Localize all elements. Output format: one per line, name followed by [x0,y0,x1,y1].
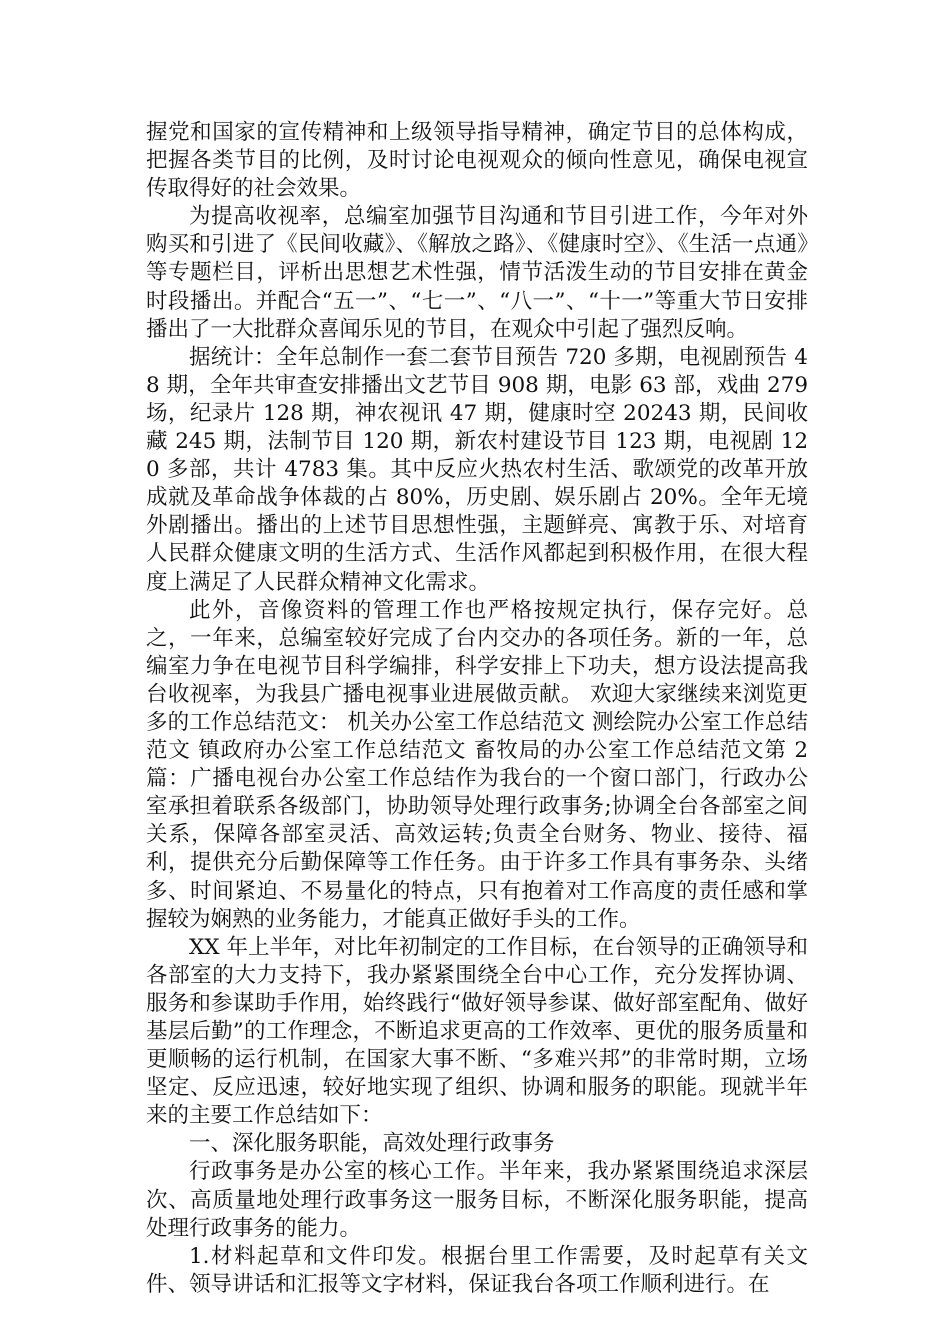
paragraph-1: 握党和国家的宣传精神和上级领导指导精神，确定节目的总体构成，把握各类节目的比例，及时讨论电视观众的倾向性意见，确保电视宣传取得好的社会效果。 [146,120,808,202]
paragraph-4: 此外，音像资料的管理工作也严格按规定执行，保存完好。总之，一年来，总编室较好完成了台内交办的各项任务。新的一年，总编室力争在电视节目科学编排，科学安排上下功夫，想方设法提高我台收视率，为我县广播电视事业进展做贡献。 欢迎大家继续来浏览更多的工作总结范文： 机关办公室工作总结范文 测绘院办公室工作总结范文 镇政府办公室工作总结范文 畜牧局的办公室工作总结范文第 2 篇：广播电视台办公室工作总结作为我台的一个窗口部门，行政办公室承担着联系各级部门，协助领导处理行政事务;协调全台各部室之间关系，保障各部室灵活、高效运转;负责全台财务、物业、接待、福利，提供充分后勤保障等工作任务。由于许多工作具有事务杂、头绪多、时间紧迫、不易量化的特点，只有抱着对工作高度的责任感和掌握较为娴熟的业务能力，才能真正做好手头的工作。 [146,597,808,932]
section-heading: 一、深化服务职能，高效处理行政事务 [189,1131,555,1157]
paragraph-3: 据统计：全年总制作一套二套节目预告 720 多期，电视剧预告 48 期，全年共审查安排播出文艺节目 908 期，电影 63 部，戏曲 279 场，纪录片 128 期，神农视讯 47 期，健康时空 20243 期，民间收藏 245 期，法制节目 120 期，新农村建设节目 123 期，电视剧 120 多部，共计 4783 集。其中反应火热农村生活、歌颂党的改革开放成就及革命战争体裁的占 80%，历史剧、娱乐剧占 20%。全年无境外剧播出。播出的上述节目思想性强，主题鲜亮、寓教于乐、对培育人民群众健康文明的生活方式、生活作风都起到积极作用，在很大程度上满足了人民群众精神文化需求。 [146,344,808,595]
paragraph-7: 行政事务是办公室的核心工作。半年来，我办紧紧围绕追求深层次、高质量地处理行政事务这一服务目标，不断深化服务职能，提高处理行政事务的能力。 [146,1159,808,1241]
document-body [146,119,808,1299]
paragraph-2: 为提高收视率，总编室加强节目沟通和节目引进工作，今年对外购买和引进了《民间收藏》、《解放之路》、《健康时空》、《生活一点通》等专题栏目，评析出思想艺术性强，情节活泼生动的节目安排在黄金时段播出。并配合“五一”、“七一”、“八一”、“十一”等重大节日安排播出了一大批群众喜闻乐见的节目，在观众中引起了强烈反响。 [146,204,808,342]
paragraph-8: 1.材料起草和文件印发。根据台里工作需要，及时起草有关文件、领导讲话和汇报等文字材料，保证我台各项工作顺利进行。在 [146,1243,808,1297]
paragraph-5: XX 年上半年，对比年初制定的工作目标，在台领导的正确领导和各部室的大力支持下，我办紧紧围绕全台中心工作，充分发挥协调、服务和参谋助手作用，始终践行“做好领导参谋、做好部室配角、做好基层后勤”的工作理念，不断追求更高的工作效率、更优的服务质量和更顺畅的运行机制，在国家大事不断、“多难兴邦”的非常时期，立场坚定、反应迅速，较好地实现了组织、协调和服务的职能。现就半年来的主要工作总结如下： [146,934,808,1129]
